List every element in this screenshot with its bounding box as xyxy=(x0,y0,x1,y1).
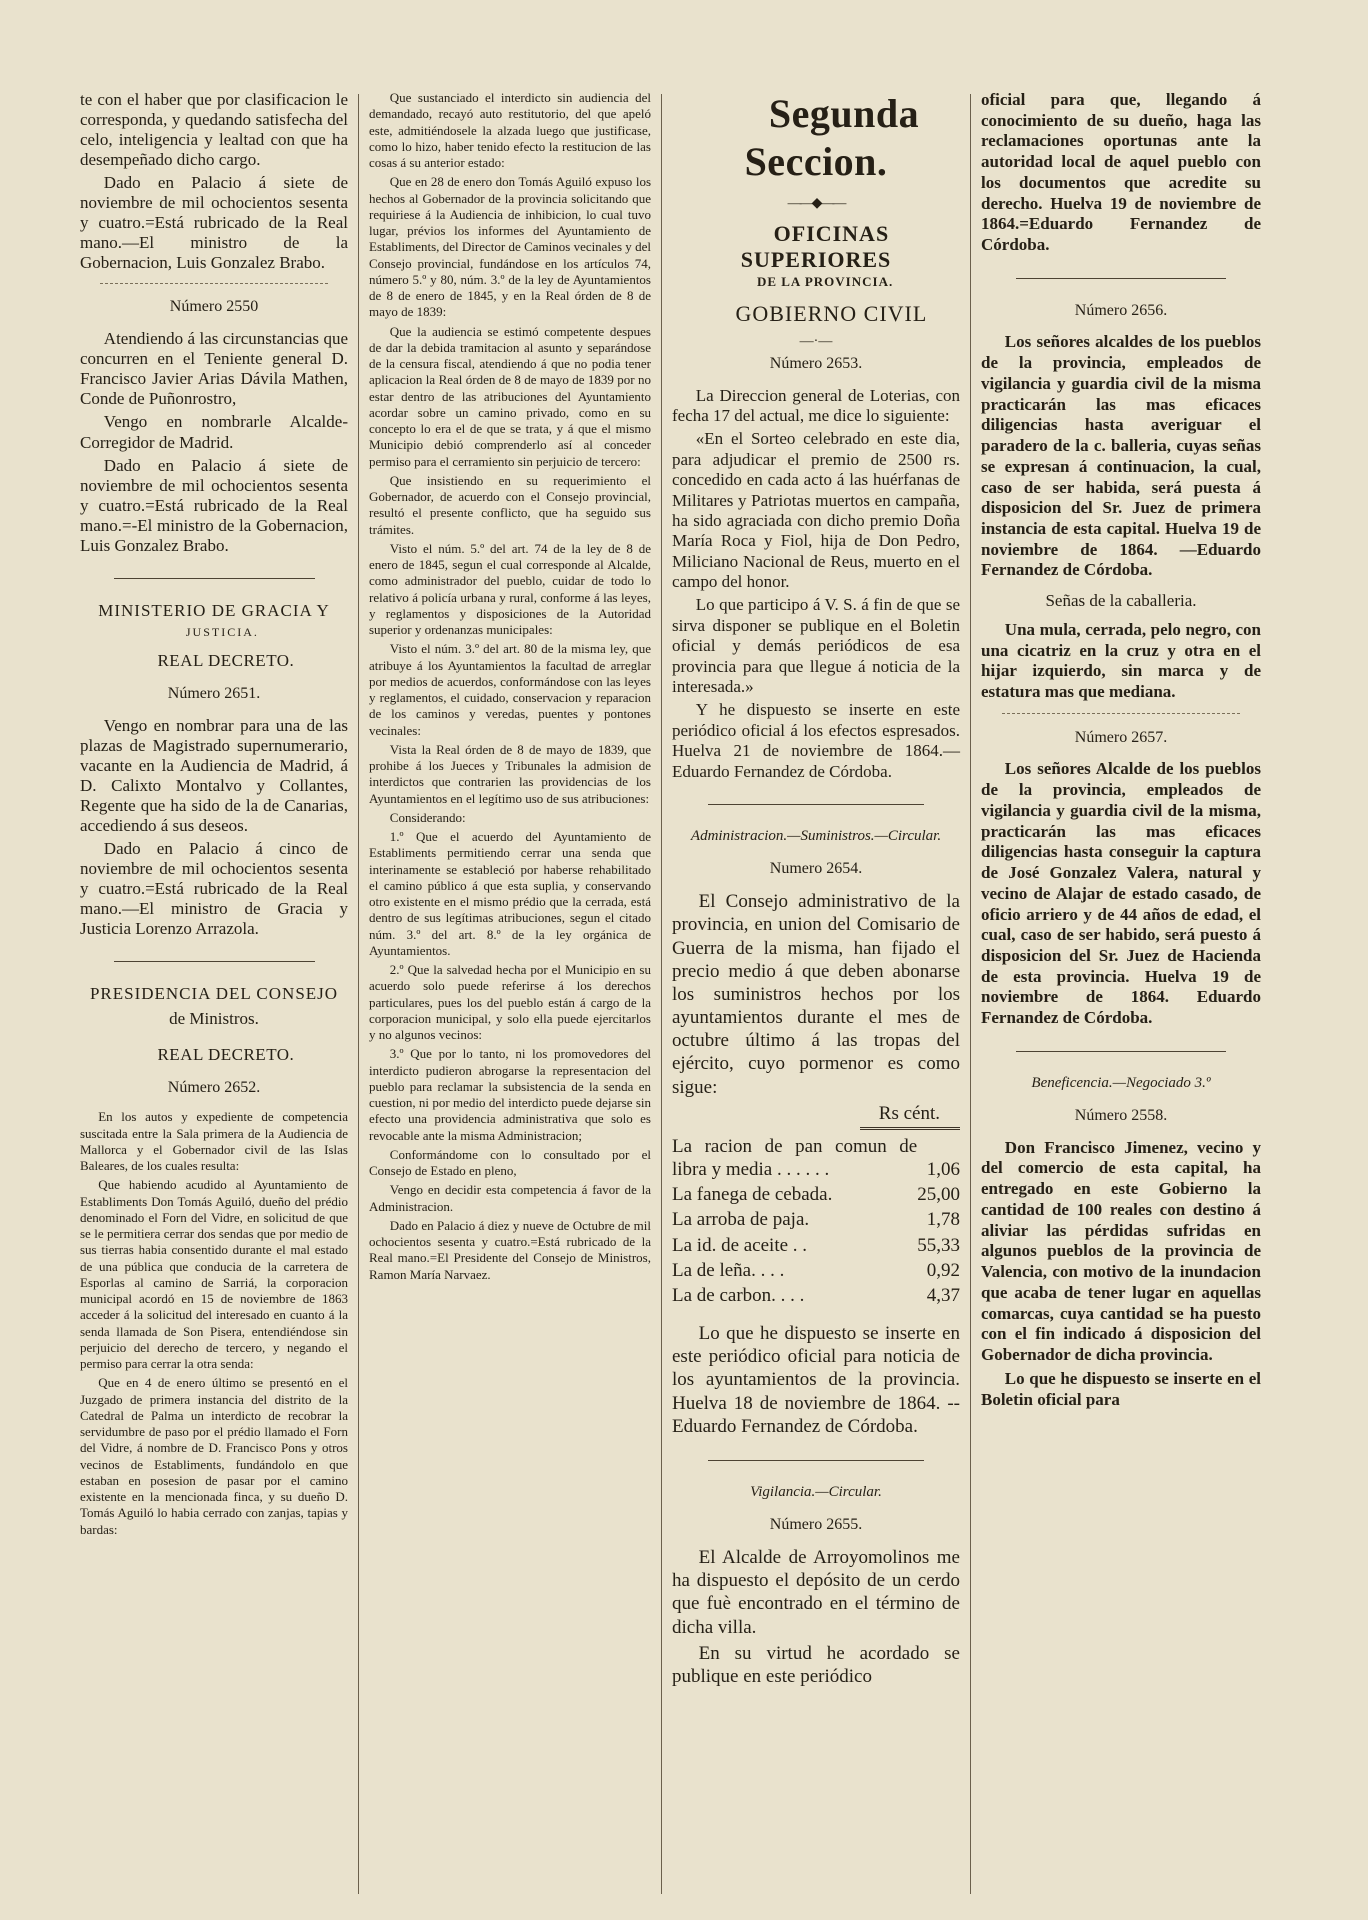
paragraph: En los autos y expediente de competencia suscitada entre la Sala primera de la Audiencia de Mallorca y el Gobernador civil de las Islas Baleares, de los cuales resulta: xyxy=(80,1109,348,1174)
price-label: La id. de aceite . . xyxy=(672,1234,808,1256)
table-row xyxy=(672,1182,960,1207)
paragraph: Dado en Palacio á diez y nueve de Octubre de mil ochocientos sesenta y cuatro.=Está rubricado de la Real mano.=El Presidente del Consejo de Ministros, Ramon María Narvaez. xyxy=(369,1217,651,1282)
paragraph: 1.º Que el acuerdo del Ayuntamiento de Establiments permitiendo cerrar una senda que interinamente se estableció por haberse rehabilitado el camino público á que esta suplia, y conservando otro existente en el mismo prédio que la cerrada, está dentro de sus legítimas atribuciones, segun el citado núm. 3.º del art. 8.º de la ley orgánica de Ayuntamientos. xyxy=(369,829,651,958)
divider xyxy=(114,961,315,962)
section-title: Segunda Seccion. xyxy=(744,91,920,184)
table-row xyxy=(672,1233,960,1258)
section-number: Número 2655. xyxy=(769,1515,863,1533)
paragraph: El Consejo administrativo de la provincia, en union del Comisario de Guerra de la misma, han fijado el precio medio á que deben abonarse los suministros hechos por los ayuntamientos durante el mes de octubre último á las tropas del ejército, cuyo pormenor es como sigue: xyxy=(672,891,960,1098)
column-container xyxy=(70,90,1338,1900)
column-2 xyxy=(359,90,661,1900)
paragraph: Que insistiendo en su requerimiento el Gobernador, de acuerdo con el Consejo provincial, resultó el presente conflicto, que ha seguido sus trámites. xyxy=(369,472,651,537)
paragraph: Dado en Palacio á cinco de noviembre de mil ochocientos sesenta y cuatro.=Está rubricado de la Real mano.—El ministro de Gracia y Justicia Lorenzo Arrazola. xyxy=(80,839,348,939)
paragraph: El Alcalde de Arroyomolinos me ha dispuesto el depósito de un cerdo que fuè encontrado en el término de dicha villa. xyxy=(672,1547,960,1638)
paragraph: Una mula, cerrada, pelo negro, con una cicatriz en la cruz y otra en el hijar izquierdo, sin marca y de estatura mas que mediana. xyxy=(981,619,1261,702)
decree-title: REAL DECRETO. xyxy=(157,651,295,671)
paragraph: En su virtud he acordado se publique en este periódico xyxy=(672,1642,960,1687)
paragraph: Don Francisco Jimenez, vecino y del comercio de esta capital, ha entregado en este Gobierno la cantidad de 100 reales con destino á aliviar las pérdidas sufridas en algunos pueblos de la provincia de Valencia, con motivo de la inundacion que acaba de tener lugar en aquellas comarcas, cuya cantidad se ha puesto con el fin indicado á disposicion del Gobernador de dicha provincia. xyxy=(981,1137,1261,1365)
section-number: Número 2656. xyxy=(1074,301,1168,319)
table-row xyxy=(672,1283,960,1308)
paragraph: Dado en Palacio á siete de noviembre de mil ochocientos sesenta y cuatro.=Está rubricado de la Real mano.=-El ministro de la Gobernacion, Luis Gonzalez Brabo. xyxy=(80,455,348,555)
paragraph: Lo que he dispuesto se inserte en este periódico oficial para noticia de los ayuntamientos de la provincia. Huelva 18 de noviembre de 1864. --Eduardo Fernandez de Córdoba. xyxy=(672,1323,960,1437)
section-category: Vigilancia.—Circular. xyxy=(750,1483,882,1500)
flourish-ornament: ——◆—— xyxy=(787,196,845,211)
column-1 xyxy=(70,90,358,1900)
paragraph: Lo que he dispuesto se inserte en el Boletin oficial para xyxy=(981,1368,1261,1409)
divider xyxy=(1016,1051,1226,1052)
paragraph: Atendiendo á las circunstancias que concurren en el Teniente general D. Francisco Javier Arias Dávila Mathen, Conde de Puñonrostro, xyxy=(80,329,348,409)
paragraph: Vengo en decidir esta competencia á favor de la Administracion. xyxy=(369,1182,651,1214)
price-label: La fanega de cebada. xyxy=(672,1184,833,1206)
price-value: 0,92 xyxy=(926,1259,960,1281)
column-4 xyxy=(971,90,1271,1900)
price-table xyxy=(672,1134,960,1308)
price-label: La racion de pan comun de libra y media . . . . . . xyxy=(672,1135,918,1181)
paragraph: Los señores alcaldes de los pueblos de la provincia, empleados de vigilancia y guardia civil de la misma practicarán las mas eficaces diligencias hasta averiguar el paradero de la c. balleria, cuyas señas se expresan á continuacion, la cual, caso de ser habida, será puesta á disposicion del Sr. Juez de primera instancia de esta capital. Huelva 19 de noviembre de 1864. —Eduardo Fernandez de Córdoba. xyxy=(981,332,1261,580)
section-category: Beneficencia.—Negociado 3.º xyxy=(1031,1074,1211,1091)
divider xyxy=(114,578,315,579)
paragraph: 3.º Que por lo tanto, ni los promovedores del interdicto pudieron abrogarse la representacion del pueblo para reclamar la subsistencia de la senda en cuestion, ni por medio del interdicto puede dejarse sin efecto una providencia administrativa que solo es revocable ante la misma Administracion; xyxy=(369,1046,651,1143)
price-label: La de carbon. . . . xyxy=(672,1284,805,1306)
section-number: Número 2558. xyxy=(1074,1107,1168,1125)
paragraph: oficial para que, llegando á conocimiento de su dueño, haga las reclamaciones oportunas ante la autoridad local de aquel pueblo con los documentos que acredite su derecho. Huelva 19 de noviembre de 1864.=Eduardo Fernandez de Córdoba. xyxy=(981,90,1261,255)
section-number: Número 2657. xyxy=(1074,728,1168,746)
section-subheading: DE LA PROVINCIA. xyxy=(756,273,894,289)
ornament: —·— xyxy=(799,333,833,349)
double-rule xyxy=(860,1127,960,1130)
paragraph: Visto el núm. 5.º del art. 74 de la ley de 8 de enero de 1845, segun el cual corresponde al Alcalde, como administrador del pueblo, cuidar de todo lo relativo á policía urbana y rural, conforme á las leyes, y reglamentos y disposiciones de la Autoridad superior y ordenanzas municipales: xyxy=(369,540,651,637)
paragraph: Que en 4 de enero último se presentó en el Juzgado de primera instancia del distrito de la Catedral de Palma un interdicto de recobrar la servidumbre de paso por el prédio llamado el Forn del Vidre, á nombre de D. Francisco Pons y otros vecinos de Establiments, fundándolo en que estaban en posesion de pasar por el camino existente en la mencionada finca, y su dueño D. Tomás Aguiló lo habia cerrado con zanjas, tapias y bardas: xyxy=(80,1375,348,1537)
section-number: Número 2550 xyxy=(169,298,259,316)
paragraph: Dado en Palacio á siete de noviembre de mil ochocientos sesenta y cuatro.=Está rubricado de la Real mano.—El ministro de la Gobernacion, Luis Gonzalez Brabo. xyxy=(80,173,348,273)
paragraph: 2.º Que la salvedad hecha por el Municipio en su acuerdo solo puede referirse á los derechos particulares, pues los del pueblo están á cargo de la corporacion municipal, y solo ella puede ejercitarlos y no algunos vecinos: xyxy=(369,962,651,1042)
decree-title: REAL DECRETO. xyxy=(157,1044,295,1064)
price-value: 25,00 xyxy=(917,1184,960,1206)
notice-body xyxy=(672,890,960,1438)
section-number: Número 2653. xyxy=(769,355,863,373)
paragraph: Vengo en nombrar para una de las plazas de Magistrado supernumerario, vacante en la Audiencia de Madrid, á D. Calixto Montalvo y Collantes, Regente que ha sido de la de Canarias, accediendo á sus deseos. xyxy=(80,715,348,836)
paragraph: te con el haber que por clasificacion le corresponda, y quedando satisfecha del celo, inteligencia y lealtad con que ha desempeñado dicho cargo. xyxy=(80,90,348,170)
price-label: La de leña. . . . xyxy=(672,1259,785,1281)
paragraph: Vengo en nombrarle Alcalde-Corregidor de Madrid. xyxy=(80,412,348,452)
paragraph: Conformándome con lo consultado por el Consejo de Estado en pleno, xyxy=(369,1146,651,1178)
divider xyxy=(100,283,328,284)
paragraph: Considerando: xyxy=(389,809,466,825)
paragraph: Y he dispuesto se inserte en este periódico oficial á los efectos espresados. Huelva 21 de noviembre de 1864.—Eduardo Fernandez de Córdoba. xyxy=(672,700,960,781)
paragraph: Que la audiencia se estimó competente despues de dar la debida tramitacion al asunto y separándose de la censura fiscal, atendiendo á que no podia tener aplicacion la Real órden de 8 de mayo de 1839 por no estar dentro de las atribuciones del Ayuntamiento acordar sobre un camino privado, como en su concepto lo era el de que se trata, y á que el mismo Municipio debió comprenderlo así al conceder permiso para el cerramiento sin perjuicio de tercero: xyxy=(369,323,651,469)
section-number: Numero 2654. xyxy=(769,859,863,877)
paragraph: Visto el núm. 3.º del art. 80 de la misma ley, que atribuye á los Ayuntamientos la facultad de arreglar por medios de acuerdos, conformándose con las leyes y reglamentos, el cuidado, conservacion y reparacion de los caminos y veredas, puentes y pontones vecinales: xyxy=(369,641,651,738)
section-heading: PRESIDENCIA DEL CONSEJO xyxy=(89,984,339,1004)
price-units-header: Rs cént. xyxy=(878,1102,940,1124)
divider xyxy=(1016,278,1226,279)
section-heading: OFICINAS SUPERIORES xyxy=(740,220,892,273)
table-row xyxy=(672,1134,960,1182)
divider xyxy=(1002,713,1240,714)
divider xyxy=(708,804,924,805)
table-row xyxy=(672,1207,960,1232)
notice-body xyxy=(672,1546,960,1688)
small-print-block xyxy=(80,1109,348,1538)
price-label: La arroba de paja. xyxy=(672,1209,810,1231)
column-3 xyxy=(662,90,970,1900)
subheading: Señas de la caballeria. xyxy=(1045,591,1197,611)
paragraph: La Direccion general de Loterias, con fecha 17 del actual, me dice lo siguiente: xyxy=(672,385,960,425)
price-value: 1,06 xyxy=(926,1159,960,1181)
paragraph: Los señores Alcalde de los pueblos de la provincia, empleados de vigilancia y guardia civil de la misma, practicarán las mas eficaces diligencias hasta conseguir la captura de José Gonzalez Valera, natural y vecino de Alajar de estado casado, de oficio arriero y de 44 años de edad, el cual, caso de ser habido, será puesto á disposicion del Sr. Juez de Hacienda de esta provincia. Huelva 19 de noviembre de 1864. Eduardo Fernandez de Córdoba. xyxy=(981,759,1261,1028)
section-number: Número 2652. xyxy=(167,1078,261,1096)
price-value: 4,37 xyxy=(926,1284,960,1306)
price-value: 1,78 xyxy=(926,1209,960,1231)
section-subheading: JUSTICIA. xyxy=(185,624,259,639)
paragraph: Lo que participo á V. S. á fin de que se sirva disponer se publique en el Boletin oficial y demás periódicos de esa provincia para que llegue á noticia de la interesada.» xyxy=(672,595,960,697)
paragraph: Vista la Real órden de 8 de mayo de 1839, que prohibe á los Jueces y Tribunales la admision de interdictos que contrarien las providencias de los Ayuntamientos en el legítimo uso de sus atribuciones: xyxy=(369,741,651,806)
section-number: Número 2651. xyxy=(167,685,261,703)
section-subheading: de Ministros. xyxy=(169,1008,259,1028)
divider xyxy=(708,1460,924,1461)
section-heading: GOBIERNO CIVIL xyxy=(735,301,928,327)
section-heading: MINISTERIO DE GRACIA Y xyxy=(98,600,330,620)
paragraph: Que sustanciado el interdicto sin audiencia del demandado, recayó auto restitutorio, del que apeló este, admitiéndosele la alzada luego que justificase, como lo hizo, haber tenido efecto la restitucion de las cosas á su anterior estado: xyxy=(369,90,651,170)
paragraph: Que en 28 de enero don Tomás Aguiló expuso los hechos al Gobernador de la provincia solicitando que requiriese á la Audiencia de inhibicion, lo cual tuvo lugar, prévios los informes del Ayuntamiento de Establiments, del Director de Caminos vecinales y del Consejo provincial, fundándose en los artículos 74, número 5.º y 80, núm. 3.º de la ley de Ayuntamientos de 8 de enero de 1845, y en la Real órden de 8 de mayo de 1839: xyxy=(369,174,651,320)
section-category: Administracion.—Suministros.—Circular. xyxy=(690,827,942,844)
paragraph: «En el Sorteo celebrado en este dia, para adjudicar el premio de 2500 rs. concedido en cada acto á las huérfanas de Militares y Patriotas muertos en campaña, ha sido agraciada con dicho premio Doña María Roca y Fiol, hija de Don Pedro, Miliciano Nacional de Reus, muerto en el campo del honor. xyxy=(672,429,960,592)
paragraph: Que habiendo acudido al Ayuntamiento de Establiments Don Tomás Aguiló, dueño del prédio denominado el Forn del Vidre, en solicitud de que se le permitiera cerrar dos sendas que por medio de sus tierras habia consentido durante el mal estado de una pública que conducia de la carretera de Esporlas al camino de Sarriá, la corporacion municipal acordó en 15 de noviembre de 1863 acceder á la solicitud del interesado en cuanto á la senda llamada de Son Pisera, entendiéndose sin perjuicio del derecho de tercero, y negando el permiso para cerrar la otra senda: xyxy=(80,1177,348,1372)
price-value: 55,33 xyxy=(917,1234,960,1256)
table-row xyxy=(672,1258,960,1283)
